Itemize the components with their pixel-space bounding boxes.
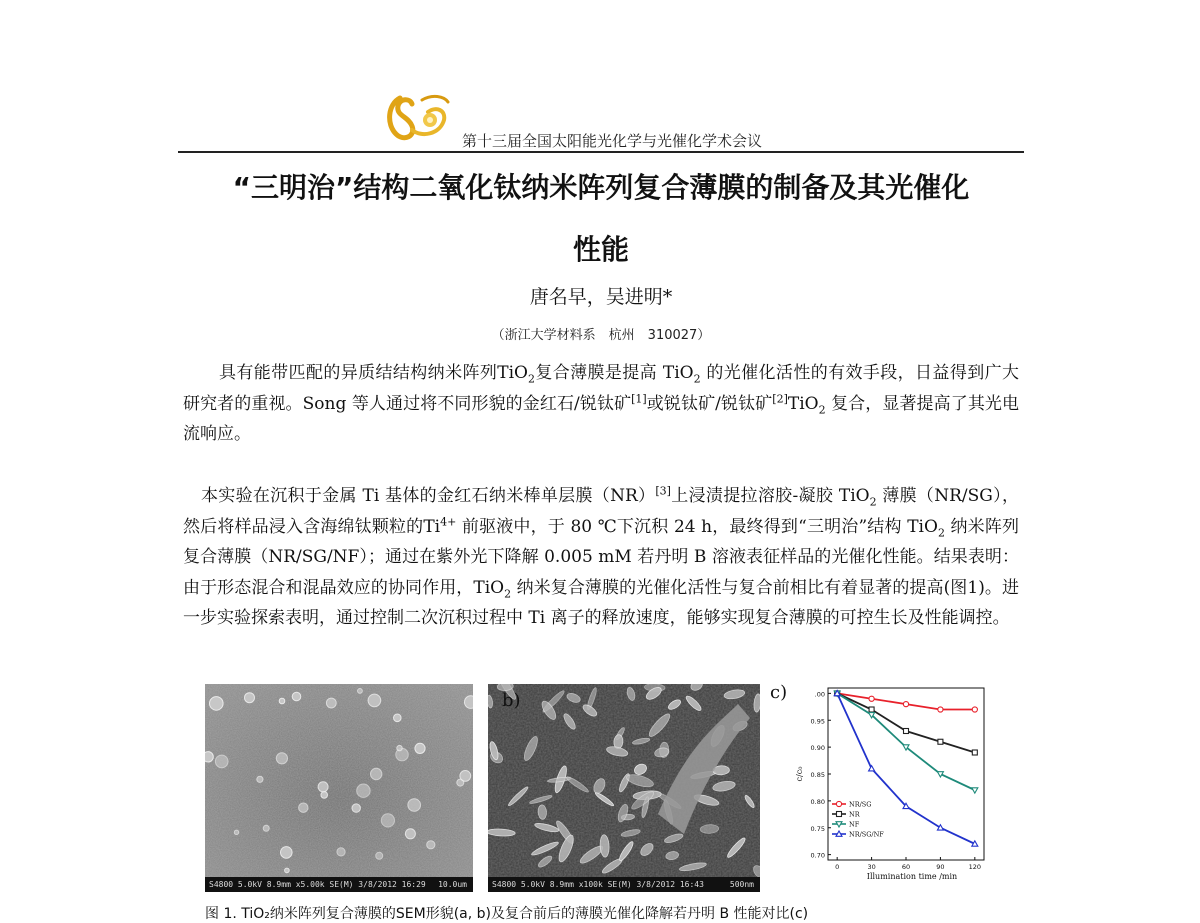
sem-a-particle bbox=[460, 771, 471, 782]
y-tick-label: 0.95 bbox=[810, 717, 825, 726]
sem-a-particle bbox=[397, 745, 402, 750]
sem-a-particle bbox=[381, 814, 394, 827]
sem-a-particle bbox=[245, 693, 255, 703]
sem-a-particle bbox=[352, 804, 360, 812]
x-tick-label: 0 bbox=[835, 863, 840, 871]
figure-label-b: b) bbox=[502, 690, 521, 711]
y-tick-label: 0.90 bbox=[810, 744, 825, 753]
x-tick-label: 120 bbox=[968, 863, 982, 871]
series-0-point bbox=[903, 702, 908, 707]
sem-a-particle bbox=[285, 868, 290, 873]
legend-label-1: NR bbox=[849, 810, 860, 819]
sem-a-particle bbox=[337, 848, 345, 856]
y-tick-label: 0.70 bbox=[810, 851, 825, 860]
sem-a-particle bbox=[263, 825, 269, 831]
legend-label-0: NR/SG bbox=[849, 800, 872, 809]
sem-a-particle bbox=[321, 792, 328, 799]
sem-a-particle bbox=[210, 697, 224, 711]
sem-a-particle bbox=[215, 755, 228, 768]
series-1-point bbox=[972, 750, 977, 755]
figure-caption: 图 1. TiO₂纳米阵列复合薄膜的SEM形貌(a, b)及复合前后的薄膜光催化降解若丹明 B 性能对比(c) bbox=[205, 906, 809, 922]
sem-a-particle bbox=[234, 830, 238, 834]
sem-a-particle bbox=[358, 689, 363, 694]
y-tick-label: 0.85 bbox=[810, 771, 825, 779]
sem-a-particle bbox=[279, 698, 285, 704]
figure-label-c: c) bbox=[770, 682, 788, 703]
series-0-point bbox=[972, 707, 977, 712]
y-tick-label: 0.75 bbox=[810, 824, 825, 833]
paper-authors: 唐名早，吴进明* bbox=[529, 286, 673, 308]
sem-image-b bbox=[488, 684, 760, 892]
sem-a-particle bbox=[318, 782, 328, 792]
header-rule bbox=[178, 151, 1024, 153]
series-0-point bbox=[869, 696, 874, 701]
paper-title-line2: 性能 bbox=[572, 233, 629, 266]
conference-name: 第十三届全国太阳能光化学与光催化学术会议 bbox=[462, 132, 763, 150]
series-1-point bbox=[904, 729, 909, 734]
legend-label-2: NF bbox=[849, 820, 860, 829]
sem-a-particle bbox=[292, 692, 301, 701]
legend-marker-0 bbox=[836, 801, 841, 806]
sem-a-particle bbox=[427, 841, 435, 849]
sem-a-scale: 10.0um bbox=[438, 880, 467, 889]
y-tick-label: .00 bbox=[814, 690, 825, 699]
x-tick-label: 90 bbox=[936, 863, 945, 871]
conference-logo bbox=[382, 90, 452, 142]
paragraph-1: 具有能带匹配的异质结结构纳米阵列TiO$_2$复合薄膜是提高 TiO$_2$ 的光催化活性的有效手段，日益得到广大研究者的重视。Song 等人通过将不同形貌的金红石/锐钛矿[1]或锐钛矿/锐钛矿[2]TiO$_2$ 复合，显著提高了其光电流响应。 bbox=[183, 363, 1020, 444]
sem-a-particle bbox=[415, 743, 425, 753]
sem-b-info-bar: S4800 5.0kV 8.9mm x100k SE(M) 3/8/2012 16:43 500nm bbox=[488, 877, 760, 892]
series-1-point bbox=[869, 707, 874, 712]
x-tick-label: 60 bbox=[901, 863, 911, 871]
sem-a-particle bbox=[276, 753, 287, 764]
sem-b-scale: 500nm bbox=[729, 880, 754, 889]
chart-svg bbox=[790, 684, 990, 887]
sem-a-particle bbox=[405, 829, 415, 839]
series-1-point bbox=[938, 739, 943, 744]
series-0-point bbox=[938, 707, 943, 712]
paper-title-line1: “三明治”结构二氧化钛纳米阵列复合薄膜的制备及其光催化 bbox=[232, 171, 970, 204]
sem-a-particle bbox=[299, 803, 308, 812]
y-tick-label: 0.80 bbox=[810, 797, 825, 806]
paragraph-2: 本实验在沉积于金属 Ti 基体的金红石纳米棒单层膜（NR）[3]上浸渍提拉溶胶-凝胶 TiO$_2$ 薄膜（NR/SG），然后将样品浸入含海绵钛颗粒的$Ti^{4+}$ 前驱液中，于 80 ℃下沉积 24 h，最终得到“三明治”结构 TiO$_2$ 纳米阵列复合薄膜（NR/SG/NF）；通过在紫外光下降解 0.005 mM 若丹明 B 溶液表征样品的光催化性能。结果表明：由于形态混合和混晶效应的协同作用，TiO$_2$ 纳米复合薄膜的光催化活性与复合前相比有着显著的提高(图1)。进一步实验探索表明，通过控制二次沉积过程中 Ti 离子的释放速度，能够实现复合薄膜的可控生长及性能调控。 bbox=[183, 484, 1020, 628]
legend-marker-1 bbox=[837, 812, 842, 817]
photocatalysis-chart bbox=[790, 684, 990, 887]
paper-affiliation: （浙江大学材料系 杭州 310027） bbox=[491, 328, 711, 343]
sem-a-particle bbox=[368, 694, 381, 707]
sem-a-particle bbox=[326, 698, 336, 708]
sem-a-particle bbox=[376, 852, 383, 859]
sem-a-particle bbox=[408, 799, 421, 812]
x-tick-label: 30 bbox=[867, 863, 876, 871]
sem-a-particle bbox=[357, 784, 370, 797]
y-axis-label: c/c₀ bbox=[795, 766, 804, 782]
sem-a-particle bbox=[465, 696, 474, 709]
sem-a-particle bbox=[394, 714, 402, 722]
sem-a-particle bbox=[205, 752, 213, 762]
sem-a-particle bbox=[371, 768, 382, 779]
x-axis-label: Illumination time /min bbox=[866, 872, 958, 881]
sem-a-info-bar: S4800 5.0kV 8.9mm x5.00k SE(M) 3/8/2012 16:29 10.0um bbox=[205, 877, 473, 892]
sem-image-a bbox=[205, 684, 473, 892]
sem-a-particle bbox=[281, 847, 293, 859]
sem-a-particle bbox=[257, 776, 263, 782]
legend-label-3: NR/SG/NF bbox=[849, 830, 884, 839]
